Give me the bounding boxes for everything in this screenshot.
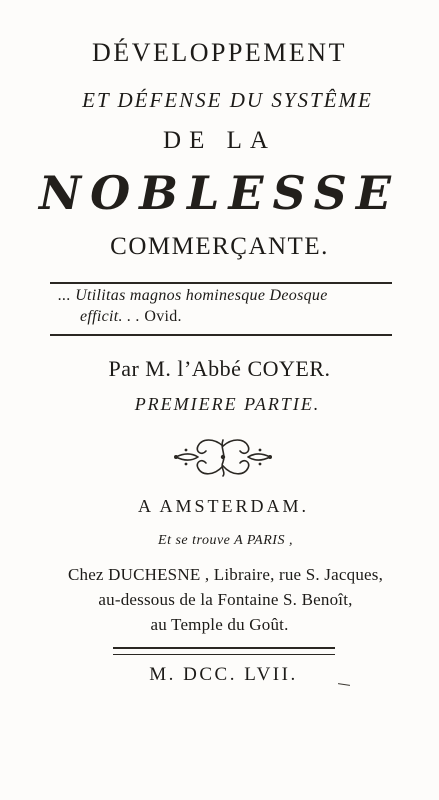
author-line: Par M. l’Abbé COYER. bbox=[108, 356, 331, 381]
imprint-place: A AMSTERDAM. bbox=[137, 496, 310, 516]
epigraph-line-2-text: efficit. . . bbox=[80, 308, 145, 325]
epigraph-line-1: ... Utilitas magnos hominesque Deosque bbox=[58, 287, 328, 304]
title-line-defense: ET DÉFENSE DU SYSTÊME bbox=[82, 88, 373, 112]
title-line-de-la: DE LA bbox=[163, 127, 276, 154]
epigraph-line-2 bbox=[80, 308, 182, 326]
imprint-double-rule bbox=[113, 647, 335, 655]
title-line-noblesse: NOBLESSE bbox=[39, 166, 400, 220]
imprint-address-line-3: au Temple du Goût. bbox=[150, 615, 289, 634]
imprint-sold-at: Et se trouve A PARIS , bbox=[158, 533, 293, 548]
title-line-commercante: COMMERÇANTE. bbox=[110, 233, 329, 260]
imprint-address-line-2: au-dessous de la Fontaine S. Benoît, bbox=[98, 590, 353, 609]
epigraph-bottom-rule bbox=[50, 334, 392, 336]
publication-year: M. DCC. LVII. bbox=[149, 664, 298, 685]
imprint-address-line-1: Chez DUCHESNE , Libraire, rue S. Jacques, bbox=[67, 565, 384, 584]
part-label: PREMIERE PARTIE. bbox=[134, 394, 321, 414]
fleuron-ornament-icon bbox=[168, 434, 278, 480]
title-line-developpement: DÉVELOPPEMENT bbox=[92, 38, 347, 67]
epigraph-top-rule bbox=[50, 282, 392, 284]
epigraph-author: Ovid. bbox=[144, 308, 182, 325]
